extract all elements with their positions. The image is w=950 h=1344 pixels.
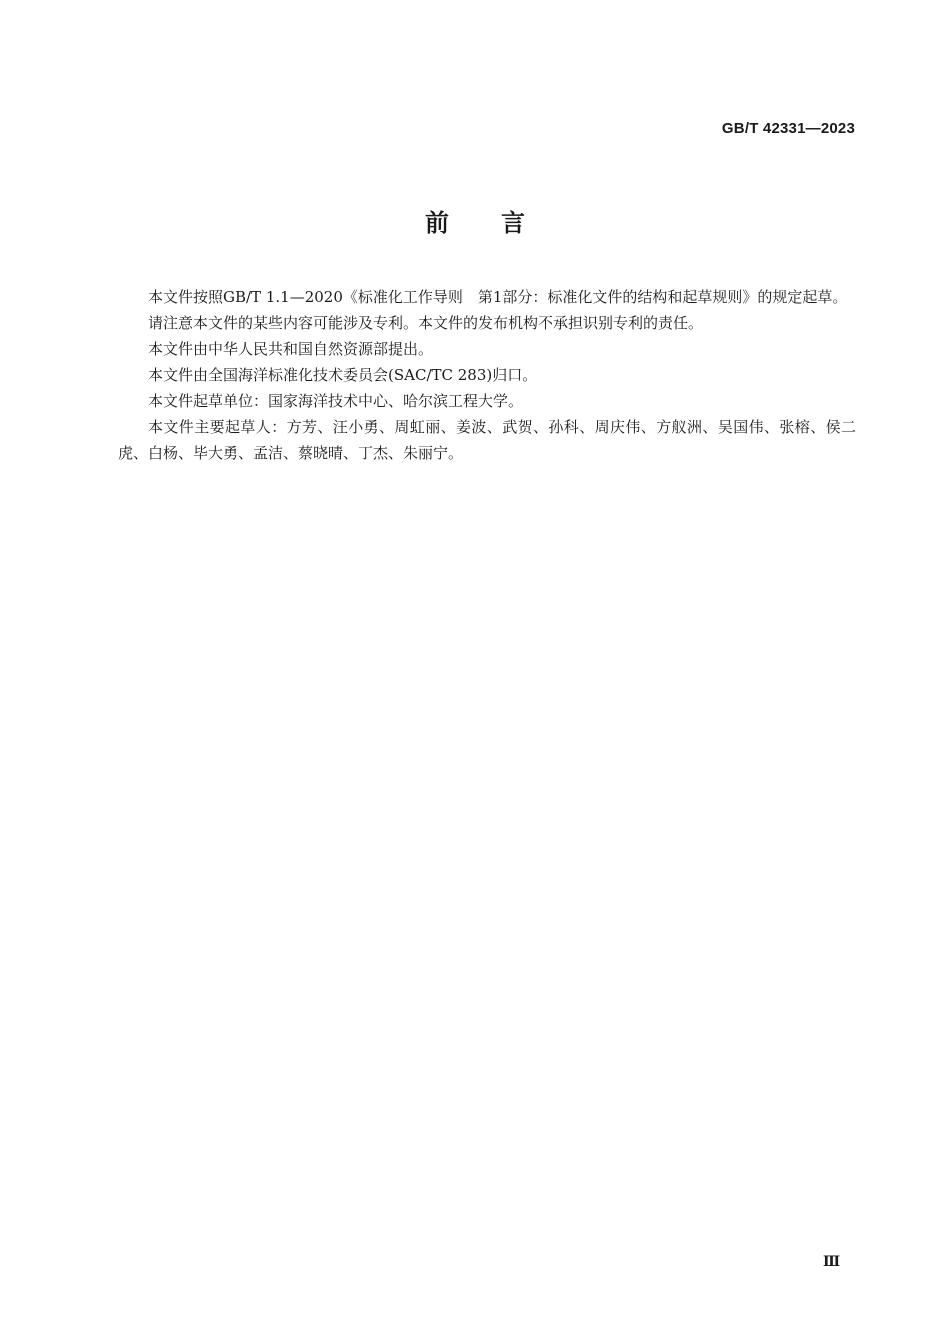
paragraph-proposer: 本文件由中华人民共和国自然资源部提出。 [148, 340, 434, 358]
page-title: 前言 [425, 209, 577, 237]
page-number: Ⅲ [822, 1254, 840, 1270]
paragraph-patent-notice: 请注意本文件的某些内容可能涉及专利。本文件的发布机构不承担识别专利的责任。 [148, 314, 704, 332]
paragraph-drafting-organizations: 本文件起草单位：国家海洋技术中心、哈尔滨工程大学。 [148, 392, 524, 410]
paragraph-responsible-committee: 本文件由全国海洋标准化技术委员会(SAC/TC 283)归口。 [148, 366, 538, 384]
paragraph-drafting-rules: 本文件按照GB/T 1.1—2020《标准化工作导则 第1部分：标准化文件的结构和起草规则》的规定起草。 [148, 288, 848, 306]
standard-number: GB/T 42331—2023 [721, 120, 855, 137]
paragraph-main-drafters: 本文件主要起草人：方芳、汪小勇、周虹丽、姜波、武贺、孙科、周庆伟、方舣洲、吴国伟、张榕、侯二虎、白杨、毕大勇、孟洁、蔡晓晴、丁杰、朱丽宁。 [118, 418, 856, 462]
foreword-body [118, 284, 856, 466]
